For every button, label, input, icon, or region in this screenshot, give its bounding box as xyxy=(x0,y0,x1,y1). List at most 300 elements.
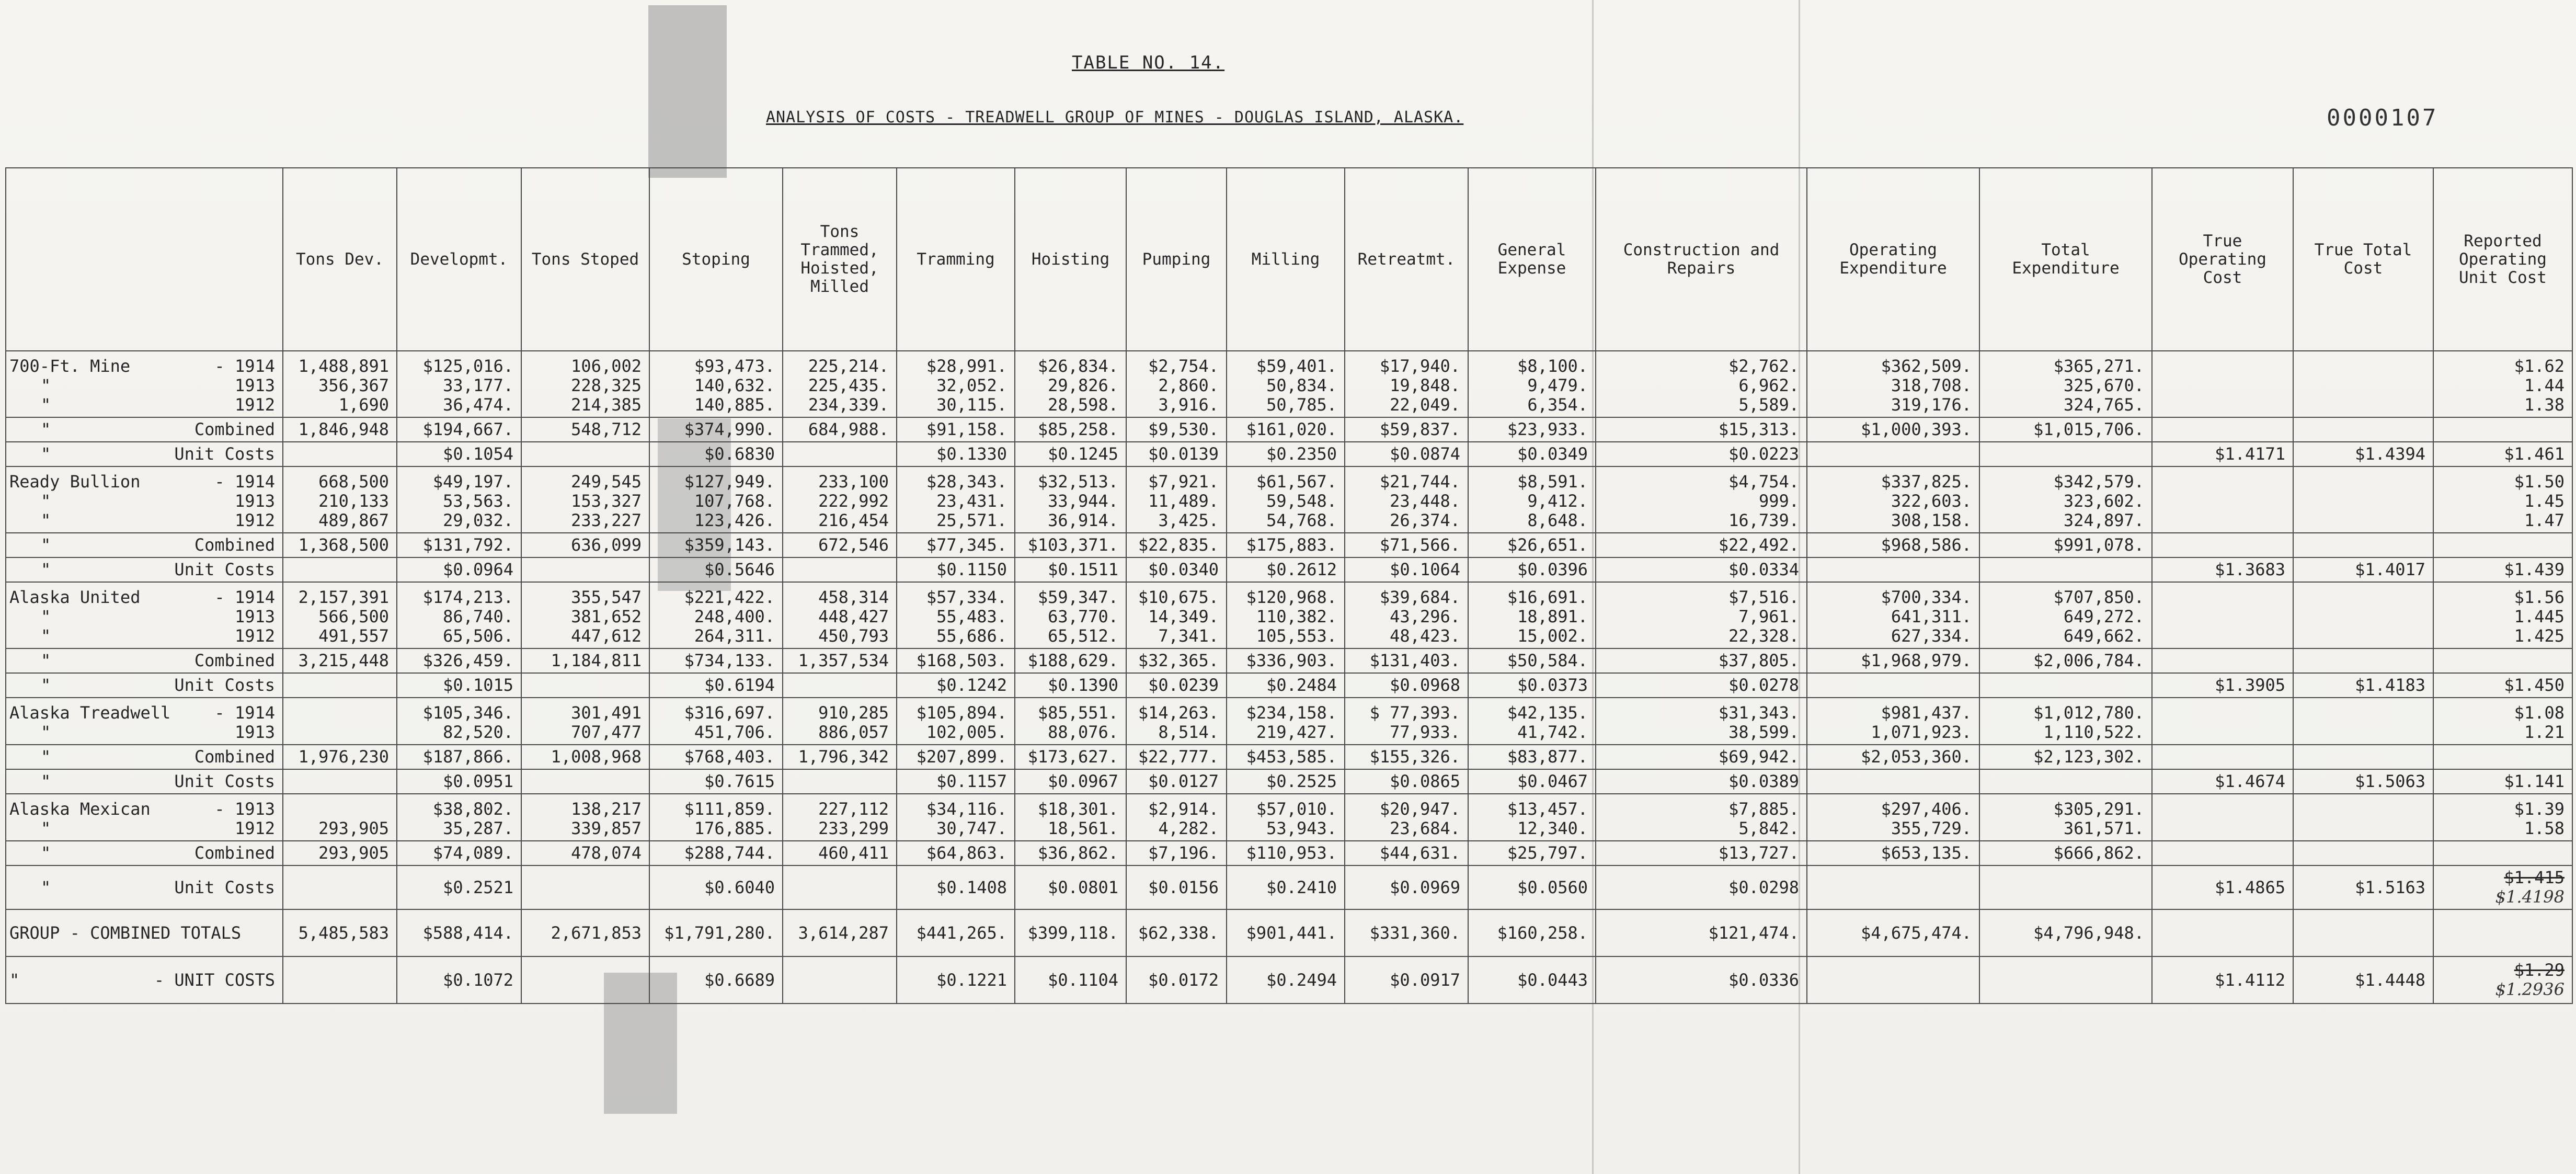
cell-value: 318,708. xyxy=(1891,375,1972,395)
data-cell: $0.0865 xyxy=(1345,769,1468,794)
data-cell xyxy=(1807,673,1979,698)
data-cell xyxy=(283,557,397,582)
data-cell xyxy=(783,557,897,582)
data-cell: $0.1221 xyxy=(897,956,1015,1004)
column-header: Stoping xyxy=(649,168,783,351)
data-cell: 293,905 xyxy=(283,841,397,865)
cell-value: 1.58 xyxy=(2524,818,2564,838)
combined-text: Combined xyxy=(194,419,275,439)
cell-value: 566,500 xyxy=(318,607,389,626)
data-cell: $69,942. xyxy=(1596,745,1807,769)
unit-costs-text: Unit Costs xyxy=(174,560,275,579)
data-cell xyxy=(2433,582,2572,648)
data-cell xyxy=(283,351,397,417)
data-cell xyxy=(2293,841,2433,865)
cell-value: 8,648. xyxy=(1527,510,1588,530)
data-cell: $0.0964 xyxy=(397,557,521,582)
cell-value: 450,793 xyxy=(818,626,889,646)
cell-value: 6,354. xyxy=(1527,395,1588,415)
data-cell xyxy=(649,698,783,745)
data-cell xyxy=(1015,698,1126,745)
data-cell xyxy=(1227,582,1345,648)
column-header: Tons Trammed, Hoisted, Milled xyxy=(783,168,897,351)
data-cell xyxy=(1807,865,1979,909)
cell-value: 41,742. xyxy=(1517,722,1588,742)
data-cell: $991,078. xyxy=(1979,533,2152,557)
data-cell: $0.0801 xyxy=(1015,865,1126,909)
data-cell: $1.3683 xyxy=(2152,557,2293,582)
cell-value: $7,885. xyxy=(1728,799,1799,819)
data-cell xyxy=(2433,865,2572,909)
data-cell: $0.0278 xyxy=(1596,673,1807,698)
data-cell: 548,712 xyxy=(521,417,649,442)
cell-value: 1.44 xyxy=(2524,375,2564,395)
combined-text: Combined xyxy=(194,651,275,670)
cell-value: 301,491 xyxy=(571,703,642,723)
data-cell xyxy=(521,865,649,909)
data-cell xyxy=(2152,533,2293,557)
data-cell xyxy=(283,442,397,466)
data-cell: $74,089. xyxy=(397,841,521,865)
data-cell: $0.2410 xyxy=(1227,865,1345,909)
cell-value: 668,500 xyxy=(318,472,389,492)
data-cell: 1,976,230 xyxy=(283,745,397,769)
cell-value: 7,961. xyxy=(1738,607,1799,626)
data-cell: $59,837. xyxy=(1345,417,1468,442)
cell-value: 3,916. xyxy=(1158,395,1219,415)
cell-value: 323,602. xyxy=(2063,491,2144,511)
data-cell: $1.4394 xyxy=(2293,442,2433,466)
data-cell xyxy=(649,466,783,533)
combined-line xyxy=(9,747,275,767)
data-cell: $50,584. xyxy=(1468,648,1596,673)
data-cell xyxy=(397,351,521,417)
data-cell xyxy=(1807,442,1979,466)
column-header: Developmt. xyxy=(397,168,521,351)
cell-value: 7,341. xyxy=(1158,626,1219,646)
data-cell: $188,629. xyxy=(1015,648,1126,673)
data-cell: $121,474. xyxy=(1596,909,1807,956)
cell-value: 23,684. xyxy=(1390,818,1460,838)
data-cell: $110,953. xyxy=(1227,841,1345,865)
data-cell xyxy=(1979,769,2152,794)
data-cell xyxy=(897,794,1015,841)
cell-value: 14,349. xyxy=(1148,607,1219,626)
cell-value: $57,334. xyxy=(926,587,1007,607)
unit-costs-label xyxy=(6,442,283,466)
cell-value: $4,754. xyxy=(1728,472,1799,492)
cell-value: 5,842. xyxy=(1738,818,1799,838)
ditto-mark: " xyxy=(9,970,20,990)
data-cell xyxy=(1468,351,1596,417)
cell-value: 88,076. xyxy=(1048,722,1118,742)
data-cell xyxy=(897,351,1015,417)
cell-value: 140,632. xyxy=(694,375,775,395)
cell-value: 627,334. xyxy=(1891,626,1972,646)
year-label: 1912 xyxy=(234,818,275,838)
year-label: 1913 xyxy=(234,491,275,511)
data-cell: $173,627. xyxy=(1015,745,1126,769)
cell-value: $1.39 xyxy=(2514,799,2564,819)
data-cell: $666,862. xyxy=(1979,841,2152,865)
year-label: - 1914 xyxy=(214,587,275,607)
ditto-mark: " xyxy=(41,444,51,464)
data-cell: $7,196. xyxy=(1126,841,1227,865)
data-cell xyxy=(1015,466,1126,533)
cell-value: 12,340. xyxy=(1517,818,1588,838)
data-cell: $288,744. xyxy=(649,841,783,865)
cell-value: $234,158. xyxy=(1246,703,1337,723)
data-cell: $1.450 xyxy=(2433,673,2572,698)
table-title: TABLE NO. 14. xyxy=(1072,52,1225,73)
combined-label xyxy=(6,533,283,557)
cell-value: $700,334. xyxy=(1881,587,1972,607)
cell-value: 65,512. xyxy=(1048,626,1118,646)
data-cell xyxy=(397,794,521,841)
year-label: 1912 xyxy=(234,626,275,646)
cell-value: 225,435. xyxy=(808,375,889,395)
cell-value: $21,744. xyxy=(1379,472,1460,492)
cell-value: $57,010. xyxy=(1256,799,1337,819)
unit-costs-text: Unit Costs xyxy=(174,675,275,695)
combined-row xyxy=(6,533,2572,557)
cell-value: $31,343. xyxy=(1718,703,1799,723)
data-cell: $187,866. xyxy=(397,745,521,769)
ditto-mark: " xyxy=(41,491,51,511)
data-cell xyxy=(1126,466,1227,533)
data-cell: $62,338. xyxy=(1126,909,1227,956)
data-cell: $901,441. xyxy=(1227,909,1345,956)
data-cell xyxy=(649,351,783,417)
cell-value: $18,301. xyxy=(1037,799,1118,819)
cell-value: 451,706. xyxy=(694,722,775,742)
group-unit-row xyxy=(6,956,2572,1004)
document-number: 0000107 xyxy=(2327,105,2438,131)
data-cell: $9,530. xyxy=(1126,417,1227,442)
year-line xyxy=(9,607,275,626)
cell-value: 214,385 xyxy=(571,395,642,415)
cell-value: 107,768. xyxy=(694,491,775,511)
cell-value: $93,473. xyxy=(694,356,775,376)
cell-value: 489,867 xyxy=(318,510,389,530)
combined-line xyxy=(9,420,275,439)
cell-value: 29,032. xyxy=(443,510,513,530)
cell-value: 82,520. xyxy=(443,722,513,742)
combined-line xyxy=(9,651,275,670)
cell-value: $111,859. xyxy=(684,799,775,819)
data-cell xyxy=(2152,351,2293,417)
data-cell xyxy=(2293,794,2433,841)
cell-value: $1.56 xyxy=(2514,587,2564,607)
header-row xyxy=(6,168,2572,351)
data-cell xyxy=(1468,698,1596,745)
data-cell: 684,988. xyxy=(783,417,897,442)
cell-value: 222,992 xyxy=(818,491,889,511)
data-cell: $1.3905 xyxy=(2152,673,2293,698)
cell-value xyxy=(2160,607,2285,626)
cell-value: 32,052. xyxy=(936,375,1007,395)
data-cell: $0.2494 xyxy=(1227,956,1345,1004)
cell-value: $17,940. xyxy=(1379,356,1460,376)
data-cell: $0.1072 xyxy=(397,956,521,1004)
unit-costs-label xyxy=(6,557,283,582)
data-cell xyxy=(521,557,649,582)
column-header: Operating Expenditure xyxy=(1807,168,1979,351)
cell-value: $127,949. xyxy=(684,472,775,492)
combined-text: Combined xyxy=(194,747,275,767)
cell-value: $32,513. xyxy=(1037,472,1118,492)
cell-value: 9,412. xyxy=(1527,491,1588,511)
data-cell: $734,133. xyxy=(649,648,783,673)
cell-value xyxy=(2301,511,2425,530)
cell-value: $221,422. xyxy=(684,587,775,607)
cell-value: 448,427 xyxy=(818,607,889,626)
data-cell: $44,631. xyxy=(1345,841,1468,865)
cell-value: 649,272. xyxy=(2063,607,2144,626)
cell-value: 35,287. xyxy=(443,818,513,838)
data-cell: $15,313. xyxy=(1596,417,1807,442)
cell-value: 15,002. xyxy=(1517,626,1588,646)
cell-value xyxy=(2301,376,2425,395)
section-years-row xyxy=(6,351,2572,417)
year-line xyxy=(9,723,275,742)
section-label xyxy=(6,698,283,745)
cell-value: 1,110,522. xyxy=(2043,722,2144,742)
data-cell: $4,675,474. xyxy=(1807,909,1979,956)
cell-value: 50,785. xyxy=(1266,395,1337,415)
cell-value: 63,770. xyxy=(1048,607,1118,626)
data-cell: $1.461 xyxy=(2433,442,2572,466)
data-cell: $653,135. xyxy=(1807,841,1979,865)
data-cell xyxy=(397,582,521,648)
year-line xyxy=(9,626,275,646)
data-cell: $0.1054 xyxy=(397,442,521,466)
data-cell: $22,492. xyxy=(1596,533,1807,557)
data-cell xyxy=(397,466,521,533)
column-header: Retreatmt. xyxy=(1345,168,1468,351)
cell-value: 649,662. xyxy=(2063,626,2144,646)
data-cell: $0.0340 xyxy=(1126,557,1227,582)
column-header: Tons Stoped xyxy=(521,168,649,351)
data-cell xyxy=(783,582,897,648)
cell-value: 29,826. xyxy=(1048,375,1118,395)
data-cell xyxy=(1468,582,1596,648)
data-cell: $0.0334 xyxy=(1596,557,1807,582)
data-cell xyxy=(1807,794,1979,841)
handwritten-note: $1.4198 xyxy=(2495,887,2564,907)
data-cell xyxy=(1596,582,1807,648)
cell-value: 50,834. xyxy=(1266,375,1337,395)
cell-value: 53,943. xyxy=(1266,818,1337,838)
data-cell: $91,158. xyxy=(897,417,1015,442)
data-cell: $168,503. xyxy=(897,648,1015,673)
cell-value: 3,425. xyxy=(1158,510,1219,530)
cell-value: 77,933. xyxy=(1390,722,1460,742)
ditto-mark: " xyxy=(41,675,51,695)
data-cell: 1,368,500 xyxy=(283,533,397,557)
cell-value: 233,227 xyxy=(571,510,642,530)
data-cell xyxy=(2293,533,2433,557)
data-cell: $1.4112 xyxy=(2152,956,2293,1004)
data-cell xyxy=(1015,351,1126,417)
unit-costs-text: Unit Costs xyxy=(174,444,275,464)
data-cell: 3,614,287 xyxy=(783,909,897,956)
data-cell: $1,968,979. xyxy=(1807,648,1979,673)
ditto-mark: " xyxy=(41,771,51,791)
cell-value: 999. xyxy=(1758,491,1799,511)
cell-value: $1.08 xyxy=(2514,703,2564,723)
cell-value xyxy=(291,723,389,742)
ditto-mark: " xyxy=(41,818,51,838)
cell-value xyxy=(2301,703,2425,723)
data-cell: $0.0396 xyxy=(1468,557,1596,582)
data-cell: $0.2525 xyxy=(1227,769,1345,794)
combined-row xyxy=(6,841,2572,865)
cell-value: 105,553. xyxy=(1256,626,1337,646)
cell-value: $42,135. xyxy=(1507,703,1588,723)
ditto-mark: " xyxy=(41,877,51,897)
cell-value: 491,557 xyxy=(318,626,389,646)
data-cell: 672,546 xyxy=(783,533,897,557)
year-label: 1913 xyxy=(234,607,275,626)
cell-value: 324,765. xyxy=(2063,395,2144,415)
data-cell xyxy=(1807,698,1979,745)
column-header: Milling xyxy=(1227,168,1345,351)
data-cell xyxy=(1979,673,2152,698)
unit-line xyxy=(9,444,275,464)
data-cell xyxy=(1227,794,1345,841)
table-subtitle: ANALYSIS OF COSTS - TREADWELL GROUP OF MINES - DOUGLAS ISLAND, ALASKA. xyxy=(766,108,1464,127)
cell-value: $125,016. xyxy=(422,356,513,376)
data-cell: $64,863. xyxy=(897,841,1015,865)
cell-value: 22,328. xyxy=(1728,626,1799,646)
unit-costs-row xyxy=(6,557,2572,582)
cell-value xyxy=(2160,626,2285,646)
column-header: Tons Dev. xyxy=(283,168,397,351)
cell-value: $7,516. xyxy=(1728,587,1799,607)
year-line xyxy=(9,472,275,492)
cell-value: $14,263. xyxy=(1138,703,1219,723)
data-cell: $0.0389 xyxy=(1596,769,1807,794)
data-cell: $85,258. xyxy=(1015,417,1126,442)
column-header: Construction and Repairs xyxy=(1596,168,1807,351)
cell-value: 228,325 xyxy=(571,375,642,395)
data-cell: $374,990. xyxy=(649,417,783,442)
data-cell: $13,727. xyxy=(1596,841,1807,865)
data-cell xyxy=(521,442,649,466)
data-cell: $131,792. xyxy=(397,533,521,557)
cell-value: $2,754. xyxy=(1148,356,1219,376)
data-cell: $0.1064 xyxy=(1345,557,1468,582)
ditto-mark: " xyxy=(41,510,51,530)
cell-value: 22,049. xyxy=(1390,395,1460,415)
section-years-row xyxy=(6,466,2572,533)
cell-value: $297,406. xyxy=(1881,799,1972,819)
data-cell xyxy=(1126,351,1227,417)
combined-row xyxy=(6,417,2572,442)
data-cell: $0.0373 xyxy=(1468,673,1596,698)
data-cell: $0.0917 xyxy=(1345,956,1468,1004)
cell-value: 26,374. xyxy=(1390,510,1460,530)
data-cell xyxy=(1807,582,1979,648)
cell-value xyxy=(2160,395,2285,415)
section-years-row xyxy=(6,794,2572,841)
cell-value: 355,729. xyxy=(1891,818,1972,838)
data-cell xyxy=(2433,841,2572,865)
column-header: Hoisting xyxy=(1015,168,1126,351)
cell-value xyxy=(2160,588,2285,607)
cell-value: 1,690 xyxy=(338,395,389,415)
data-cell xyxy=(2152,466,2293,533)
cell-value: 361,571. xyxy=(2063,818,2144,838)
cell-value: 23,448. xyxy=(1390,491,1460,511)
data-cell xyxy=(283,956,397,1004)
data-cell: $26,651. xyxy=(1468,533,1596,557)
cell-value: $120,968. xyxy=(1246,587,1337,607)
data-cell xyxy=(283,673,397,698)
data-cell: $22,835. xyxy=(1126,533,1227,557)
cell-value xyxy=(2160,472,2285,492)
cell-value: $174,213. xyxy=(422,587,513,607)
cell-value: 1.45 xyxy=(2524,491,2564,511)
data-cell xyxy=(521,769,649,794)
data-cell: $77,345. xyxy=(897,533,1015,557)
data-cell xyxy=(2152,909,2293,956)
data-cell xyxy=(897,698,1015,745)
data-cell xyxy=(1345,351,1468,417)
group-unit-text: - UNIT COSTS xyxy=(154,970,275,990)
cell-value: 53,563. xyxy=(443,491,513,511)
cell-value: 28,598. xyxy=(1048,395,1118,415)
unit-line xyxy=(9,676,275,695)
cell-value: 234,339. xyxy=(808,395,889,415)
data-cell: $0.1104 xyxy=(1015,956,1126,1004)
cell-value: 322,603. xyxy=(1891,491,1972,511)
data-cell: $0.0349 xyxy=(1468,442,1596,466)
cell-value: $13,457. xyxy=(1507,799,1588,819)
cell-value: $59,347. xyxy=(1037,587,1118,607)
cell-value xyxy=(2160,357,2285,376)
data-cell xyxy=(1126,582,1227,648)
data-cell xyxy=(521,956,649,1004)
data-cell: $2,123,302. xyxy=(1979,745,2152,769)
cell-value: 264,311. xyxy=(694,626,775,646)
cell-value xyxy=(2160,376,2285,395)
unit-costs-row xyxy=(6,769,2572,794)
cell-value: 886,057 xyxy=(818,722,889,742)
section-years-row xyxy=(6,582,2572,648)
data-cell xyxy=(521,582,649,648)
cell-value: 227,112 xyxy=(818,799,889,819)
data-cell xyxy=(2433,533,2572,557)
unit-costs-row xyxy=(6,673,2572,698)
cell-value: 33,177. xyxy=(443,375,513,395)
cell-value: 38,599. xyxy=(1728,722,1799,742)
cell-value: $105,346. xyxy=(422,703,513,723)
data-cell: $0.1511 xyxy=(1015,557,1126,582)
year-line xyxy=(9,588,275,607)
column-header: Tramming xyxy=(897,168,1015,351)
data-cell xyxy=(2293,648,2433,673)
data-cell xyxy=(1979,698,2152,745)
data-cell: $0.1390 xyxy=(1015,673,1126,698)
data-cell xyxy=(2433,417,2572,442)
cell-value: 319,176. xyxy=(1891,395,1972,415)
combined-text: Combined xyxy=(194,535,275,555)
data-cell xyxy=(2152,794,2293,841)
combined-label xyxy=(6,841,283,865)
struck-value: $1.29 xyxy=(2514,960,2564,980)
